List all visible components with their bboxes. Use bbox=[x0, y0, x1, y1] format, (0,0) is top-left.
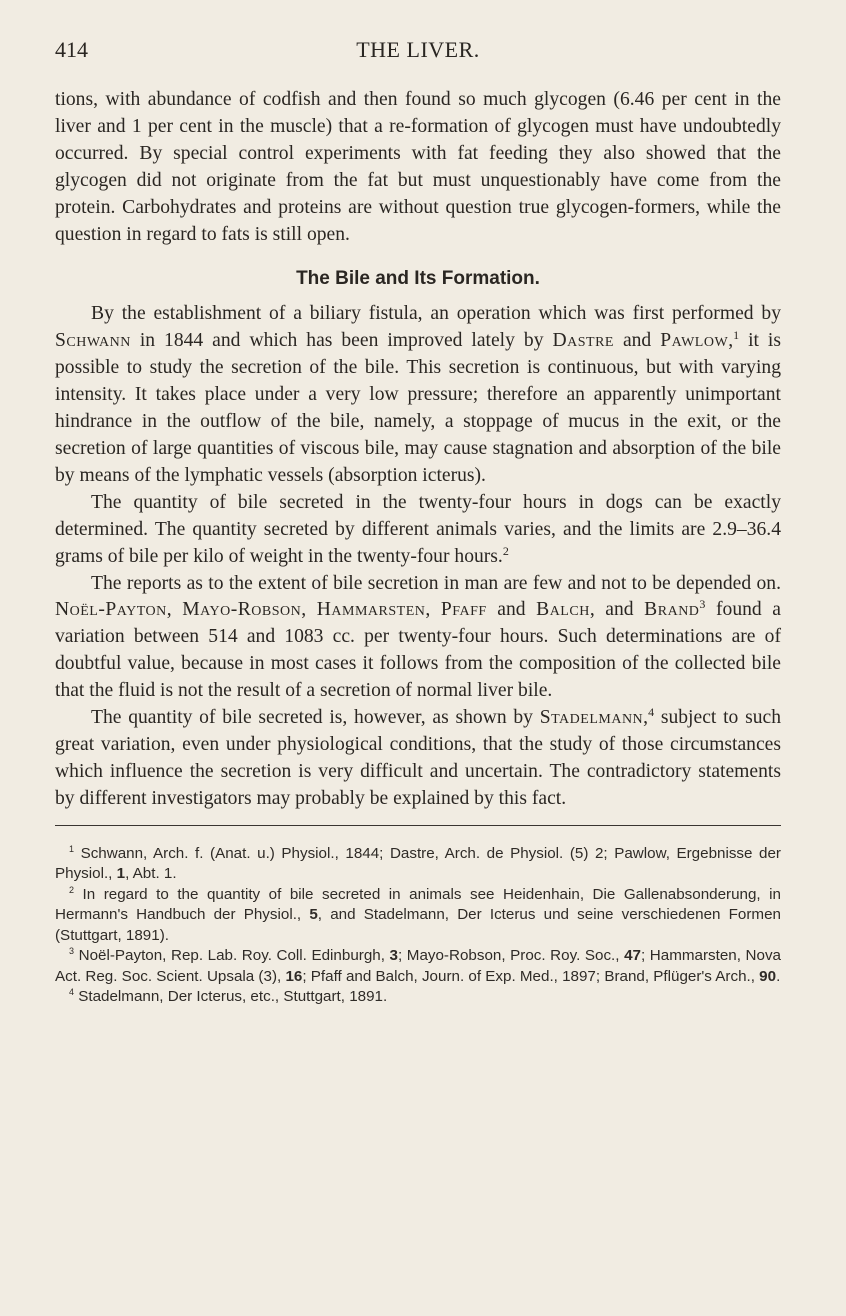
author-name: Pawlow bbox=[660, 330, 729, 352]
footnote: $^2$ In regard to the quantity of bile secreted in animals see Heidenhain, Die Gallenabsonderung, in Hermann's Handbuch der Physiol., 5, and Stadelmann, Der Icterus und seine verschiedenen Formen (Stuttgart, 1891). bbox=[55, 884, 781, 944]
page-number: 414 bbox=[55, 37, 88, 62]
footnote: $^4$ Stadelmann, Der Icterus, etc., Stuttgart, 1891. bbox=[69, 987, 388, 1006]
footnote: $^3$ Noël-Payton, Rep. Lab. Roy. Coll. Edinburgh, 3; Mayo-Robson, Proc. Roy. Soc., 47; Hammarsten, Nova Act. Reg. Soc. Scient. Upsala (3), 16; Pfaff and Balch, Journ. of Exp. Med., 1897; Brand, Pflüger's Arch., 90. bbox=[55, 946, 781, 985]
paragraph-bile-variation: The quantity of bile secreted is, however, as shown by Stadelmann,$^4$ subject to such great variation, even under physiological conditions, that the study of those circumstances which influence the secretion is very difficult and uncertain. The contradictory statements by different investigators may probably be explained by this fact. bbox=[55, 705, 781, 809]
author-name: Mayo-Robson bbox=[182, 599, 302, 621]
footnote-ref: 1 bbox=[733, 328, 740, 343]
author-name: Stadelmann bbox=[539, 707, 644, 729]
paragraph-biliary-fistula: By the establishment of a biliary fistula, an operation which was first performed by Schwann in 1844 and which has been improved lately by Dastre and Pawlow,$^1$ it is possible to study the secretion of the bile. This secretion is continuous, but with varying intensity. It takes place under a very low pressure; therefore an apparently unimportant hindrance in the outflow of the bile, namely, a stoppage of mucus in the exit, or the secretion of large quantities of viscous bile, may cause stagnation and absorption of the bile by means of the lymphatic vessels (absorption icterus). bbox=[55, 303, 781, 486]
footnote-ref: 2 bbox=[502, 543, 509, 558]
footnote-ref: 3 bbox=[699, 597, 706, 612]
section-heading: The Bile and Its Formation. bbox=[296, 268, 540, 290]
paragraph-bile-secretion-man: The reports as to the extent of bile secretion in man are few and not to be depended on. Noël-Payton, Mayo-Robson, Hammarsten, Pfaff and Balch, and Brand$^3$ found a variation between 514 and 1083 cc. per twenty-four hours. Such determinations are of doubtful value, because in most cases it follows from the composition of the collected bile that the fluid is not the result of a secretion of normal liver bile. bbox=[55, 572, 781, 702]
author-name: Schwann bbox=[55, 330, 131, 352]
author-name: Brand bbox=[644, 599, 700, 621]
author-name: Noël-Payton bbox=[55, 599, 167, 621]
paragraph-bile-quantity-dogs: The quantity of bile secreted in the twenty-four hours in dogs can be exactly determined. The quantity secreted by different animals varies, and the limits are 2.9–36.4 grams of bile per kilo of weight in the twenty-four hours.$^2$ bbox=[55, 491, 781, 567]
author-name: Balch bbox=[536, 599, 590, 621]
body-text bbox=[55, 87, 781, 813]
footnote-divider bbox=[55, 825, 781, 826]
author-name: Pfaff bbox=[440, 599, 487, 621]
paragraph-glycogen-continuation: tions, with abundance of codfish and then found so much glycogen (6.46 per cent in the liver and 1 per cent in the muscle) that a re-formation of glycogen must have undoubtedly occurred. By special control experiments with fat feeding they also showed that the glycogen did not originate from the fat but must unquestionably have come from the protein. Carbohydrates and proteins are without question true glycogen-formers, while the question in regard to fats is still open. bbox=[55, 89, 781, 245]
author-name: Hammarsten bbox=[316, 599, 426, 621]
footnote-ref: 4 bbox=[648, 705, 655, 720]
author-name: Dastre bbox=[552, 330, 614, 352]
running-title: THE LIVER. bbox=[356, 37, 480, 62]
footnote: $^1$ Schwann, Arch. f. (Anat. u.) Physiol., 1844; Dastre, Arch. de Physiol. (5) 2; Pawlow, Ergebnisse der Physiol., 1, Abt. 1. bbox=[55, 843, 781, 883]
footnotes bbox=[55, 844, 781, 1008]
running-head bbox=[55, 32, 781, 68]
book-page bbox=[55, 32, 781, 1008]
